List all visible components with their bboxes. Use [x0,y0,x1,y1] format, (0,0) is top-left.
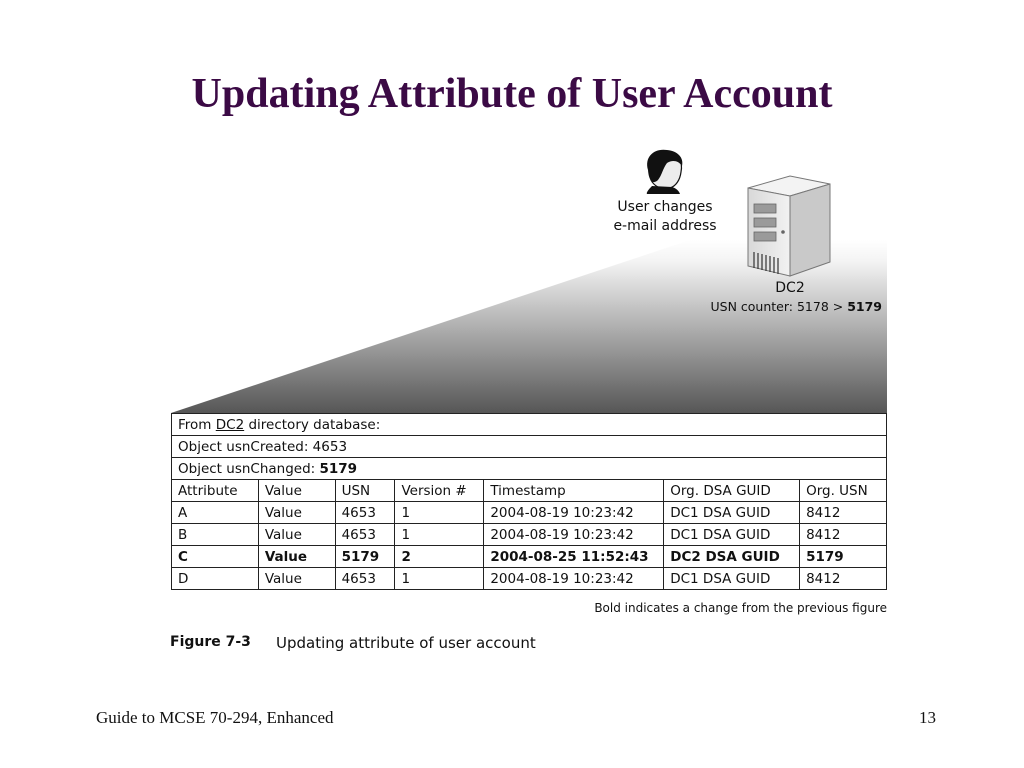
table-cell: 4653 [335,502,395,524]
table-cell: 8412 [800,568,887,590]
table-cell: 2004-08-19 10:23:42 [484,502,664,524]
table-cell: Value [258,524,335,546]
usn-changed: Object usnChanged: 5179 [172,458,887,480]
column-header: USN [335,480,395,502]
table-cell: A [172,502,259,524]
table-title-dc: DC2 [215,416,245,433]
column-header: Attribute [172,480,259,502]
table-cell: 5179 [800,546,887,568]
server-name: DC2 [775,280,805,296]
column-header: Timestamp [484,480,664,502]
usn-created: Object usnCreated: 4653 [172,436,887,458]
usn-counter [702,299,882,314]
table-cell: 1 [395,524,484,546]
table-cell: Value [258,546,335,568]
table-cell: DC2 DSA GUID [664,546,800,568]
column-header: Org. USN [800,480,887,502]
table-cell: C [172,546,259,568]
table-cell: 1 [395,502,484,524]
user-icon [647,150,683,194]
table-cell: 2004-08-25 11:52:43 [484,546,664,568]
usn-counter-new: 5179 [847,299,882,314]
table-cell: Value [258,568,335,590]
server-icon [748,176,830,276]
table-cell: DC1 DSA GUID [664,502,800,524]
table-cell: DC1 DSA GUID [664,568,800,590]
table-row [172,524,887,546]
usn-counter-prefix: USN counter: 5178 > [710,299,848,314]
column-header: Value [258,480,335,502]
usn-created-row [172,436,887,458]
table-header-row [172,480,887,502]
table-cell: 8412 [800,524,887,546]
table-cell: DC1 DSA GUID [664,524,800,546]
table-cell: 4653 [335,524,395,546]
table-cell: D [172,568,259,590]
table-row [172,502,887,524]
directory-table [171,413,887,590]
user-label-line1: User changes [617,199,713,215]
table-cell: 1 [395,568,484,590]
footer-text: Guide to MCSE 70-294, Enhanced [96,708,334,727]
table-row-changed [172,546,887,568]
bold-note: Bold indicates a change from the previous figure [594,601,887,615]
table-title: From DC2 directory database: [172,414,887,436]
slide-title: Updating Attribute of User Account [191,71,833,117]
table-cell: 4653 [335,568,395,590]
table-cell: 8412 [800,502,887,524]
user-change-label [600,198,730,236]
table-cell: B [172,524,259,546]
figure-number: Figure 7-3 [170,634,251,650]
table-cell: 2004-08-19 10:23:42 [484,524,664,546]
table-row [172,568,887,590]
user-label-line2: e-mail address [613,218,717,234]
column-header: Org. DSA GUID [664,480,800,502]
page-number: 13 [919,708,936,727]
figure-caption: Updating attribute of user account [276,634,536,652]
usn-changed-row [172,458,887,480]
column-header: Version # [395,480,484,502]
table-cell: 2 [395,546,484,568]
table-title-row [172,414,887,436]
table-cell: 5179 [335,546,395,568]
table-cell: 2004-08-19 10:23:42 [484,568,664,590]
table-cell: Value [258,502,335,524]
